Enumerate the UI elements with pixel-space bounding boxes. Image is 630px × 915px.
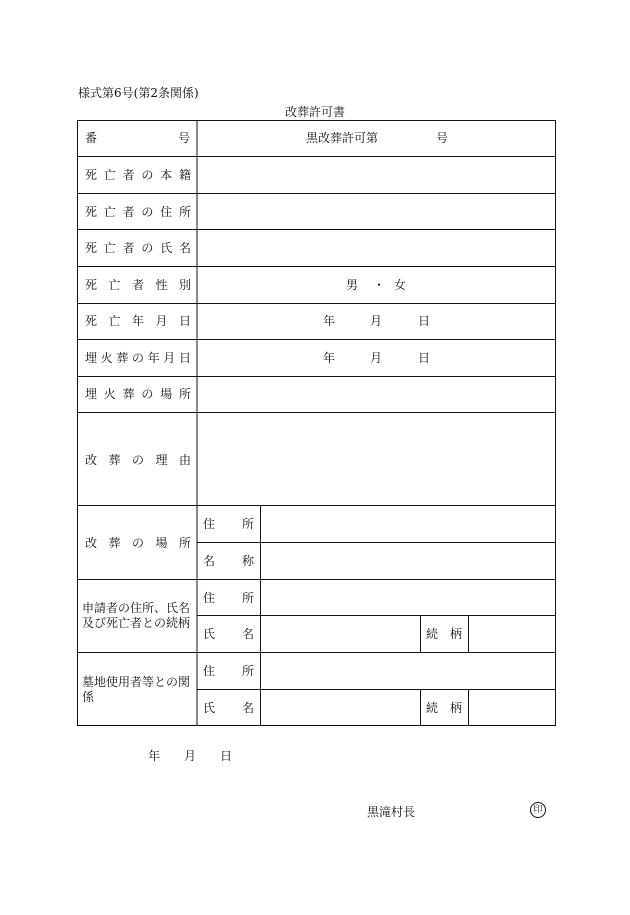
label-death-date: [85, 314, 191, 328]
grave-user-name-text: 氏 名: [203, 701, 254, 715]
label-burial-date-text: 埋 火 葬 の 年 月 日: [85, 351, 191, 365]
label-address: [85, 205, 191, 219]
label-number-text: 番 号: [85, 131, 190, 145]
permit-number-suffix: 号: [436, 131, 449, 145]
form-number-label: 様式第6号(第2条関係): [78, 86, 199, 100]
label-address-text: 死 亡 者 の 住 所: [85, 205, 191, 219]
applicant-address-label: [203, 591, 254, 605]
label-name-text: 死 亡 者 の 氏 名: [85, 241, 191, 255]
burial-date-year: 年: [323, 351, 336, 365]
label-sex-text: 死 亡 者 性 別: [85, 278, 191, 292]
death-date-month: 月: [370, 314, 383, 328]
label-sex: [85, 278, 191, 292]
label-domicile-text: 死 亡 者 の 本 籍: [85, 168, 191, 182]
label-applicant-line1: 申請者の住所、氏名: [82, 601, 191, 615]
label-reason: [85, 453, 191, 467]
label-reburial-place-text: 改 葬 の 場 所: [85, 536, 191, 550]
burial-date-day: 日: [418, 351, 431, 365]
reburial-address-text: 住 所: [203, 517, 254, 531]
label-burial-place-text: 埋 火 葬 の 場 所: [85, 387, 191, 401]
reburial-name-text: 名 称: [203, 554, 254, 568]
document-title: 改葬許可書: [284, 105, 345, 119]
grave-user-address-label: [203, 664, 254, 678]
permit-number-prefix: 黒改葬許可第: [306, 131, 379, 145]
applicant-relation-label: [426, 627, 462, 641]
applicant-name-text: 氏 名: [203, 627, 254, 641]
village-mayor-title: 黒滝村長: [367, 805, 416, 819]
label-reburial-place: [85, 536, 191, 550]
applicant-name-label: [203, 627, 254, 641]
grave-user-relation-label: [426, 701, 462, 715]
grave-user-name-label: [203, 701, 254, 715]
reburial-name-label: [203, 554, 254, 568]
death-date-day: 日: [418, 314, 431, 328]
label-domicile: [85, 168, 191, 182]
burial-date-month: 月: [370, 351, 383, 365]
issue-date-month: 月: [184, 749, 197, 763]
reburial-address-label: [203, 517, 254, 531]
grave-user-relation-text: 続 柄: [426, 701, 462, 715]
sex-separator: ・: [373, 278, 386, 292]
label-burial-date: [85, 351, 191, 365]
label-grave-user-line2: 係: [82, 690, 95, 704]
sex-female: 女: [394, 278, 407, 292]
label-number: [85, 131, 190, 145]
label-applicant-line2: 及び死亡者との続柄: [82, 616, 191, 630]
label-death-date-text: 死 亡 年 月 日: [85, 314, 191, 328]
applicant-relation-text: 続 柄: [426, 627, 462, 641]
label-name: [85, 241, 191, 255]
label-grave-user-line1: 墓地使用者等との関: [82, 675, 191, 689]
label-reason-text: 改 葬 の 理 由: [85, 453, 191, 467]
issue-date-year: 年: [148, 749, 161, 763]
seal-mark: 印: [530, 802, 546, 818]
death-date-year: 年: [323, 314, 336, 328]
label-burial-place: [85, 387, 191, 401]
applicant-address-text: 住 所: [203, 591, 254, 605]
grave-user-address-text: 住 所: [203, 664, 254, 678]
permit-form-table: [77, 120, 556, 726]
sex-male: 男: [346, 278, 359, 292]
issue-date-day: 日: [220, 749, 233, 763]
